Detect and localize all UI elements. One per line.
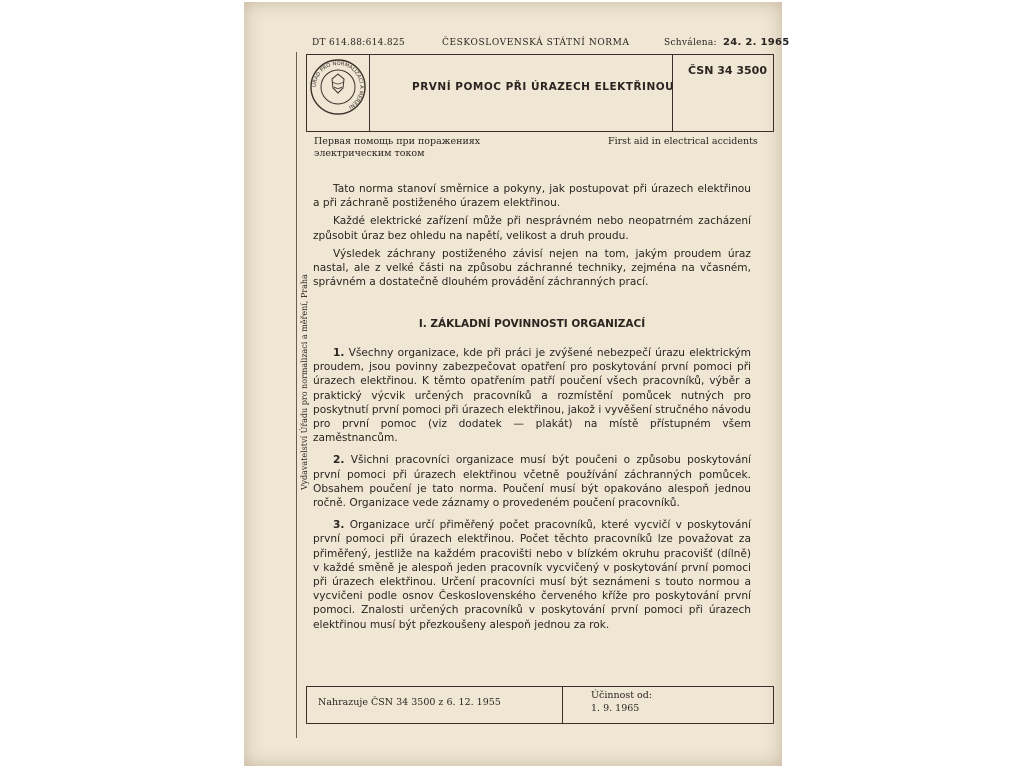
intro-paragraph: Každé elektrické zařízení může při nesprávném nebo neopatrném zacházení způsobit úraz bez ohledu na napětí, velikost a druh proudu.	[313, 215, 751, 242]
intro-paragraph: Výsledek záchrany postiženého závisí nejen na tom, jakým proudem úraz nastal, ale z velké části na způsobu záchranné techniky, zejména na včasném, správném a dostatečně dlouhém provádění záchranných prací.	[313, 247, 751, 289]
paragraph-text: Všechny organizace, kde při práci je zvýšené nebezpečí úrazu elektrickým proudem, jsou povinny zabezpečovat opatření pro poskytování první pomoci při úrazech elektřinou. K těmto opatřením patří poučení všech pracovníků, výběr a praktický výcvik určených pracovníků a rozmístění pomůcek nutných pro poskytnutí první pomoci při úrazech elektřinou, jakož i vyvěšení stručného návodu pro první pomoc (viz dodatek — plakát) na místě přístupném všem zaměstnancům.	[313, 347, 751, 445]
paragraph-text: Organizace určí přiměřený počet pracovníků, které vycvičí v poskytování první pomoci při úrazech elektřinou. Počet těchto pracovníků lze považovat za přiměřený, jestliže na každém pracovišti nebo v blízkém okruhu pracovišť (dílně) v každé směně je alespoň jeden pracovník vycvičený v poskytování první pomoci při úrazech elektřinou. Určení pracovníci musí být seznámeni s touto normou a vycvičeni podle osnov Československého červeného kříže pro poskytování první pomoci. Znalosti určených pracovníků v poskytování první pomoci při úrazech elektřinou musí být přezkoušeny alespoň jednou za rok.	[313, 519, 751, 631]
seal-icon	[309, 58, 367, 116]
paragraph-text: Všichni pracovníci organizace musí být poučeni o způsobu poskytování první pomoci při úrazech elektřinou včetně používání záchranných pomůcek. Obsahem poučení je tato norma. Poučení musí být opakováno alespoň jednou ročně. Organizace vede záznamy o provedeném poučení pracovníků.	[313, 454, 751, 510]
publisher-note: Vydavatelství Úřadu pro normalizaci a měření, Praha	[300, 274, 309, 490]
numbered-paragraph	[313, 518, 751, 632]
section-body	[313, 346, 751, 632]
standard-code: ČSN 34 3500	[688, 64, 767, 77]
standard-type: ČESKOSLOVENSKÁ STÁTNÍ NORMA	[442, 38, 630, 48]
numbered-paragraph	[313, 453, 751, 510]
paragraph-number: 1.	[333, 347, 345, 359]
approved-date: 24. 2. 1965	[723, 37, 790, 48]
margin-rule	[296, 52, 297, 738]
seal-emblem	[309, 58, 367, 116]
russian-title	[314, 136, 544, 160]
effective-date: 1. 9. 1965	[591, 703, 640, 714]
approved-label: Schválena:	[664, 38, 717, 48]
russian-title-line2: электрическим током	[314, 148, 425, 159]
russian-title-line1: Первая помощь при поражениях	[314, 136, 481, 147]
intro-section	[313, 182, 751, 289]
seal-text: ÚŘAD PRO NORMALIZACI A MĚŘENÍ	[311, 60, 365, 110]
paragraph-number: 3.	[333, 519, 345, 532]
paragraph-number: 2.	[333, 454, 345, 467]
document-title: PRVNÍ POMOC PŘI ÚRAZECH ELEKTŘINOU	[412, 81, 675, 93]
section-heading: I. ZÁKLADNÍ POVINNOSTI ORGANIZACÍ	[418, 318, 646, 330]
effective-label: Účinnost od:	[591, 690, 653, 701]
intro-paragraph: Tato norma stanoví směrnice a pokyny, jak postupovat při úrazech elektřinou a při záchraně postiženého úrazem elektřinou.	[313, 183, 751, 210]
numbered-paragraph	[313, 346, 751, 445]
dt-code: DT 614.88:614.825	[312, 38, 405, 48]
replaces-note: Nahrazuje ČSN 34 3500 z 6. 12. 1955	[318, 697, 501, 708]
english-title: First aid in electrical accidents	[608, 136, 758, 147]
